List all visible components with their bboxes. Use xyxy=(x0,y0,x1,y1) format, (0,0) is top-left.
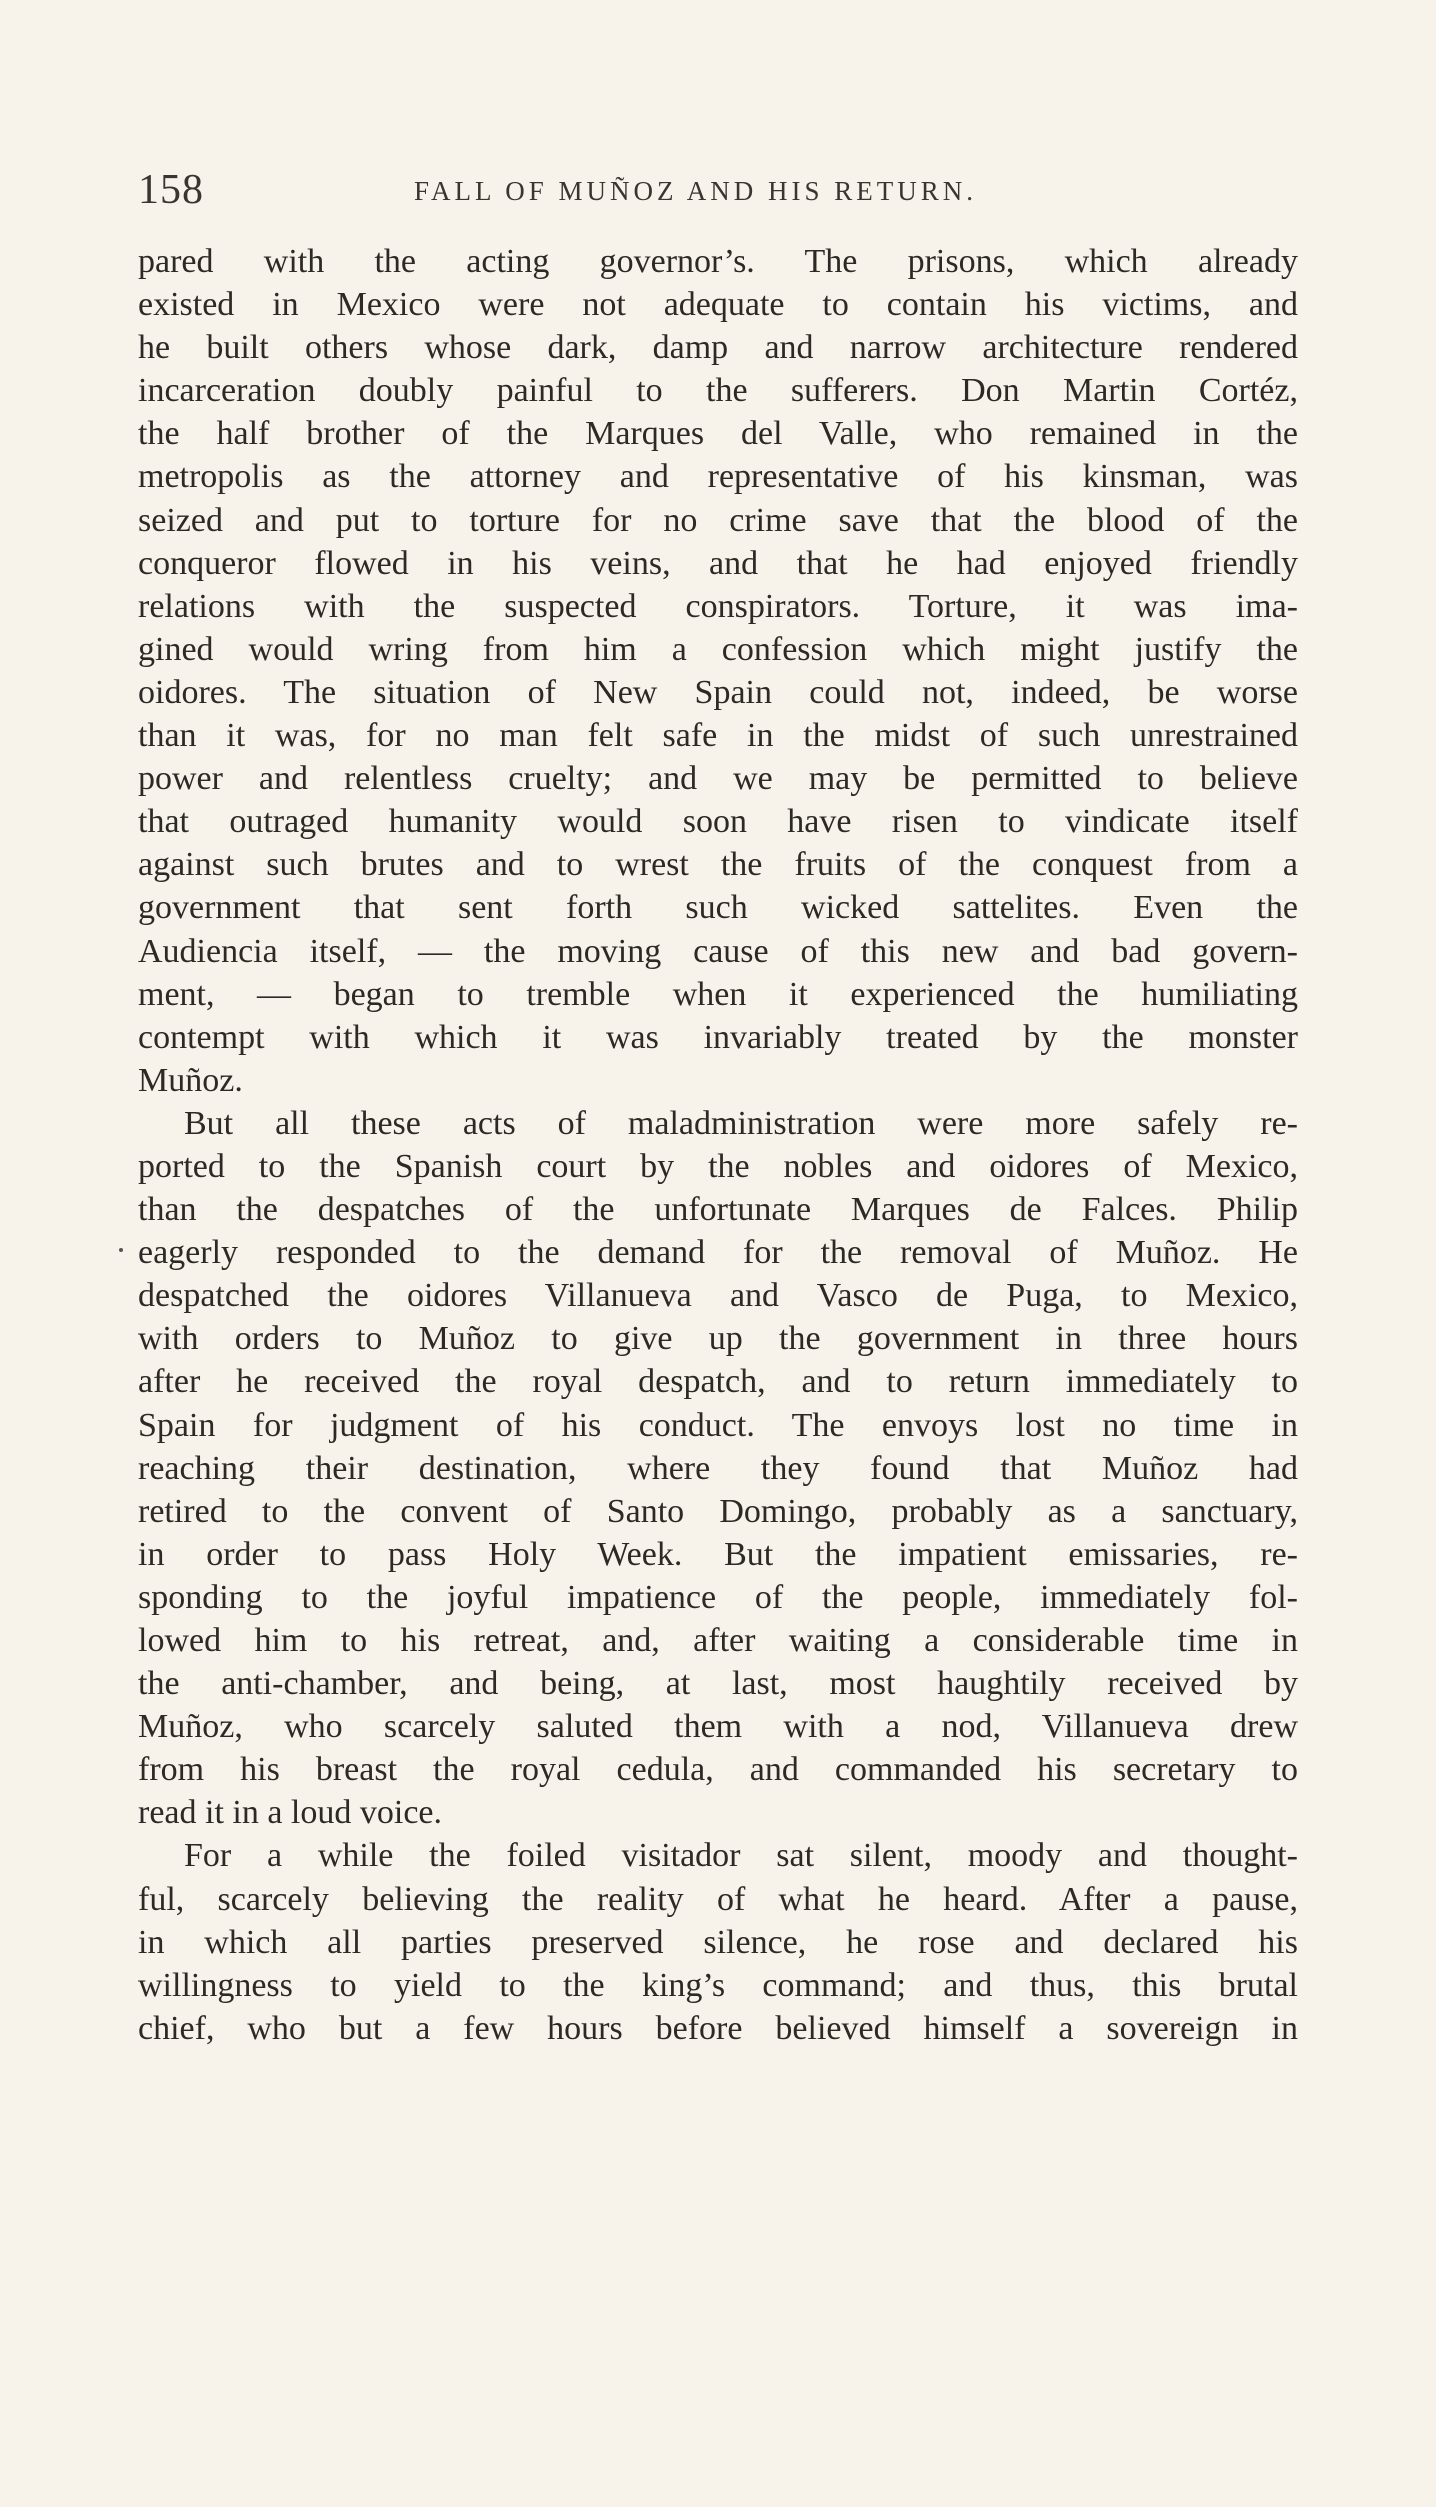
text-line: from his breast the royal cedula, and commanded his secretary to xyxy=(138,1751,1298,1789)
text-line: pared with the acting governor’s. The prisons, which already xyxy=(138,243,1298,280)
text-line: Audiencia itself, — the moving cause of this new and bad govern- xyxy=(138,932,1298,970)
text-line: oidores. The situation of New Spain could not, indeed, be worse xyxy=(138,673,1298,711)
text-line: willingness to yield to the king’s command; and thus, this brutal xyxy=(138,1966,1298,2004)
text-line: reaching their destination, where they found that Muñoz had xyxy=(138,1449,1298,1487)
margin-mark xyxy=(119,1248,123,1252)
text-line: chief, who but a few hours before believed himself a sovereign in xyxy=(138,2009,1298,2047)
text-line: contempt with which it was invariably treated by the monster xyxy=(138,1018,1298,1056)
text-line: conqueror flowed in his veins, and that he had enjoyed friendly xyxy=(138,544,1298,582)
text-line: eagerly responded to the demand for the removal of Muñoz. He xyxy=(138,1234,1298,1272)
text-line: incarceration doubly painful to the sufferers. Don Martin Cortéz, xyxy=(138,372,1298,410)
text-line: the anti-chamber, and being, at last, most haughtily received by xyxy=(138,1665,1298,1703)
text-line: ported to the Spanish court by the nobles and oidores of Mexico, xyxy=(138,1147,1298,1185)
running-head-title: FALL OF MUÑOZ AND HIS RETURN. xyxy=(414,176,978,206)
page-number: 158 xyxy=(138,167,204,213)
text-line: ment, — began to tremble when it experienced the humiliating xyxy=(138,975,1298,1013)
text-line: ful, scarcely believing the reality of what he heard. After a pause, xyxy=(138,1880,1298,1918)
text-line: than the despatches of the unfortunate Marques de Falces. Philip xyxy=(138,1191,1298,1229)
text-line: in which all parties preserved silence, he rose and declared his xyxy=(138,1923,1298,1961)
text-line: Muñoz, who scarcely saluted them with a nod, Villanueva drew xyxy=(138,1708,1298,1746)
body-text xyxy=(138,240,1298,2050)
text-line: sponding to the joyful impatience of the people, immediately fol- xyxy=(138,1578,1298,1616)
text-line: government that sent forth such wicked sattelites. Even the xyxy=(138,889,1298,927)
text-line: in order to pass Holy Week. But the impatient emissaries, re- xyxy=(138,1535,1298,1573)
text-line: the half brother of the Marques del Valle, who remained in the xyxy=(138,415,1298,453)
text-line: Spain for judgment of his conduct. The envoys lost no time in xyxy=(138,1406,1298,1444)
text-line: after he received the royal despatch, and to return immediately to xyxy=(138,1363,1298,1401)
text-line: metropolis as the attorney and representative of his kinsman, was xyxy=(138,458,1298,496)
text-line: lowed him to his retreat, and, after waiting a considerable time in xyxy=(138,1622,1298,1659)
text-line: Muñoz. xyxy=(138,1061,243,1099)
running-head xyxy=(138,166,1328,226)
text-line: read it in a loud voice. xyxy=(138,1794,443,1832)
text-line: existed in Mexico were not adequate to contain his victims, and xyxy=(138,286,1298,324)
text-line: against such brutes and to wrest the fruits of the conquest from a xyxy=(138,846,1298,884)
text-line: relations with the suspected conspirators. Torture, it was ima- xyxy=(138,587,1298,625)
text-line: But all these acts of maladministration were more safely re- xyxy=(184,1104,1298,1142)
text-line: despatched the oidores Villanueva and Vasco de Puga, to Mexico, xyxy=(138,1277,1298,1315)
text-line: retired to the convent of Santo Domingo, probably as a sanctuary, xyxy=(138,1492,1298,1530)
text-line: than it was, for no man felt safe in the midst of such unrestrained xyxy=(138,717,1298,755)
text-line: that outraged humanity would soon have risen to vindicate itself xyxy=(138,803,1298,841)
text-line: with orders to Muñoz to give up the government in three hours xyxy=(138,1320,1298,1358)
text-line: gined would wring from him a confession which might justify the xyxy=(138,630,1298,668)
text-line: he built others whose dark, damp and narrow architecture rendered xyxy=(138,329,1298,367)
text-line: seized and put to torture for no crime save that the blood of the xyxy=(138,501,1298,539)
text-line: power and relentless cruelty; and we may be permitted to believe xyxy=(138,760,1298,798)
text-line: For a while the foiled visitador sat silent, moody and thought- xyxy=(184,1837,1298,1875)
